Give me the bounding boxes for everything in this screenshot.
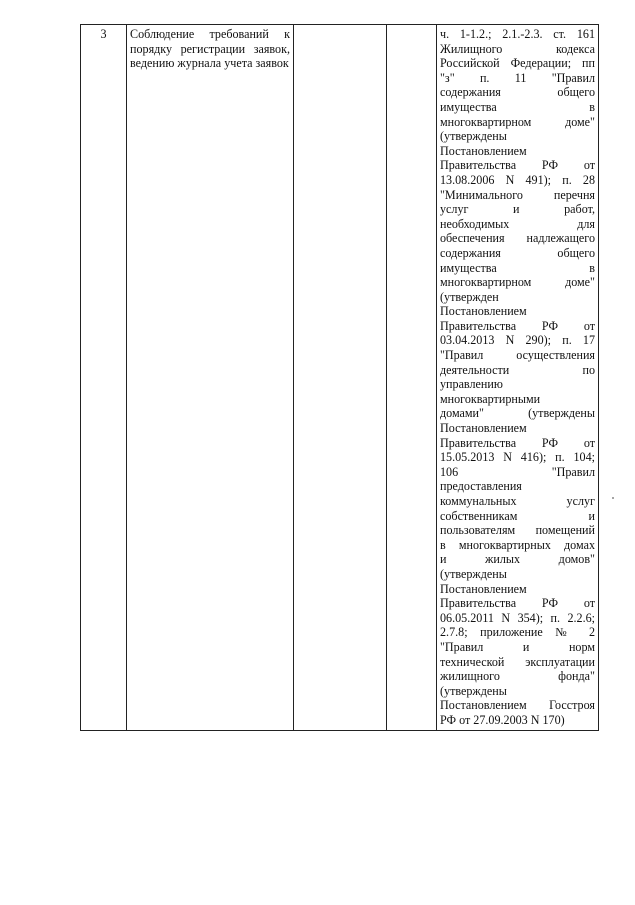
legal-basis-line: (утверждены bbox=[440, 683, 507, 698]
legal-basis-line: домами" (утверждены bbox=[440, 406, 595, 421]
legal-basis-line: содержания общего bbox=[440, 245, 595, 260]
legal-basis-line: содержания общего bbox=[440, 85, 595, 100]
legal-basis-line: (утвержден bbox=[440, 289, 499, 304]
legal-basis-line: в многоквартирных домах bbox=[440, 537, 595, 552]
legal-basis-line: "з" п. 11 "Правил bbox=[440, 70, 595, 85]
legal-basis-line: 2.7.8; приложение № 2 bbox=[440, 625, 595, 640]
legal-basis-line: Постановлением bbox=[440, 143, 527, 158]
legal-basis-line: ч. 1-1.2.; 2.1.-2.3. ст. 161 bbox=[440, 27, 595, 41]
legal-basis-line: (утверждены bbox=[440, 129, 507, 144]
legal-basis-line: Постановлением Госстроя bbox=[440, 698, 595, 713]
legal-basis-line: Постановлением bbox=[440, 581, 527, 596]
legal-basis-line: Правительства РФ от bbox=[440, 596, 595, 611]
legal-basis-line: Постановлением bbox=[440, 421, 527, 436]
legal-basis-line: жилищного фонда" bbox=[440, 669, 595, 684]
empty-cell-3 bbox=[294, 25, 387, 731]
legal-basis-line: технической эксплуатации bbox=[440, 654, 595, 669]
legal-basis-line: многоквартирном доме" bbox=[440, 275, 595, 290]
legal-basis-cell bbox=[437, 25, 599, 731]
legal-basis-line: Правительства РФ от bbox=[440, 158, 595, 173]
requirement-text: Соблюдение требований к порядку регистрации заявок, ведению журнала учета заявок bbox=[127, 25, 294, 731]
scan-artifact bbox=[612, 497, 614, 499]
row-number: 3 bbox=[81, 25, 127, 731]
legal-basis-line: РФ от 27.09.2003 N 170) bbox=[440, 712, 565, 727]
legal-basis-line: и жилых домов" bbox=[440, 552, 595, 567]
legal-basis-line: Постановлением bbox=[440, 304, 527, 319]
legal-basis-line: Правительства РФ от bbox=[440, 318, 595, 333]
legal-basis-line: деятельности по bbox=[440, 362, 595, 377]
legal-basis-line: 15.05.2013 N 416); п. 104; bbox=[440, 450, 595, 465]
inspection-table bbox=[80, 24, 599, 731]
legal-basis-line: 13.08.2006 N 491); п. 28 bbox=[440, 172, 595, 187]
legal-basis-line: Правительства РФ от bbox=[440, 435, 595, 450]
table-row bbox=[81, 25, 599, 731]
legal-basis-line: многоквартирном доме" bbox=[440, 114, 595, 129]
legal-basis-line: 06.05.2011 N 354); п. 2.2.6; bbox=[440, 610, 595, 625]
legal-basis-line: многоквартирными bbox=[440, 391, 541, 406]
legal-basis-line: Российской Федерации; пп bbox=[440, 56, 595, 71]
legal-basis-line: Жилищного кодекса bbox=[440, 41, 595, 56]
legal-basis-line: "Правил и норм bbox=[440, 639, 595, 654]
legal-basis-line: 106 "Правил bbox=[440, 464, 595, 479]
legal-basis-line: "Минимального перечня bbox=[440, 187, 595, 202]
legal-basis-line: управлению bbox=[440, 377, 503, 392]
legal-basis-line: предоставления bbox=[440, 479, 522, 494]
legal-basis-line: 03.04.2013 N 290); п. 17 bbox=[440, 333, 595, 348]
empty-cell-4 bbox=[387, 25, 437, 731]
legal-basis-line: имущества в bbox=[440, 99, 595, 114]
legal-basis-line: "Правил осуществления bbox=[440, 348, 595, 363]
legal-basis-line: обеспечения надлежащего bbox=[440, 231, 595, 246]
legal-basis-line: коммунальных услуг bbox=[440, 494, 595, 508]
legal-basis-line: услуг и работ, bbox=[440, 202, 595, 217]
legal-basis-line: собственникам и bbox=[440, 508, 595, 523]
legal-basis-line: пользователям помещений bbox=[440, 523, 595, 538]
legal-basis-line: необходимых для bbox=[440, 216, 595, 231]
legal-basis-line: имущества в bbox=[440, 260, 595, 275]
legal-basis-line: (утверждены bbox=[440, 566, 507, 581]
